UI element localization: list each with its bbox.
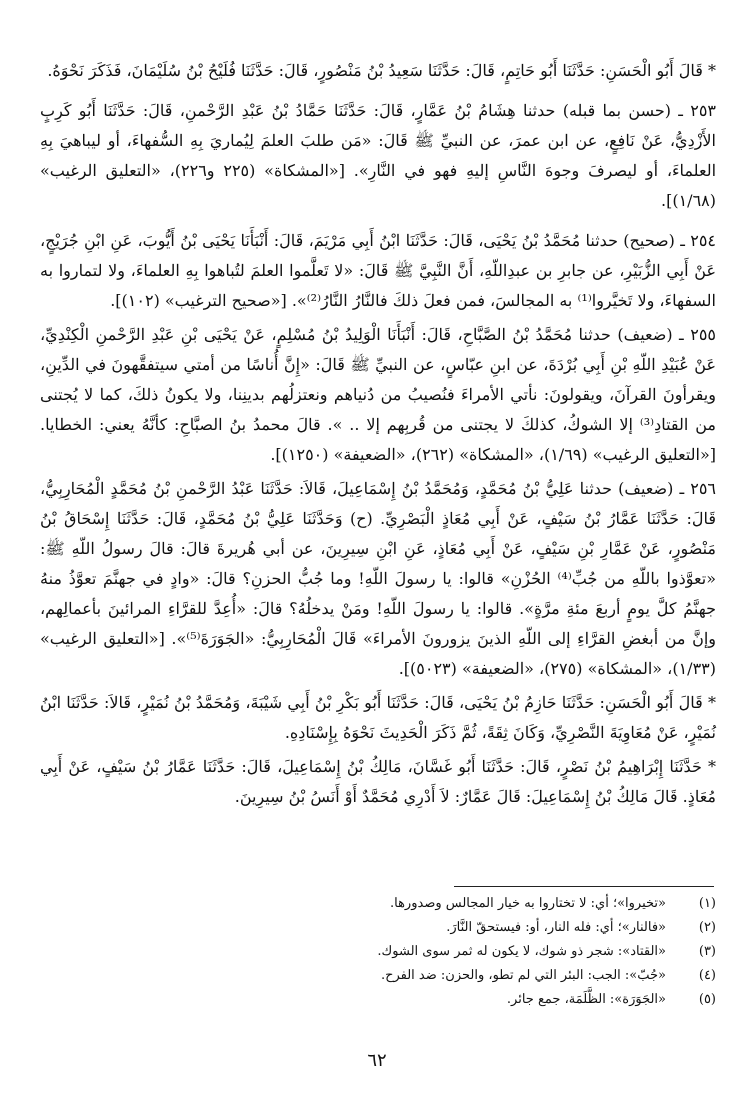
- page-number: ٦٢: [367, 1050, 387, 1071]
- footnote-number: (٣): [698, 944, 716, 959]
- hadith-253: ٢٥٣ ـ (حسن بما قبله) حدثنا هِشَامُ بْنُ عَمَّارٍ، قَالَ: حَدَّثَنَا حَمَّادُ بْنُ عَبْدِ الرَّحْمنِ، قَالَ: حَدَّثَنَا أَبُو كَرِبٍ الأَزْدِيُّ، عَنْ نَافِعٍ، عن ابن عمرَ، عن النبيِّ ﷺ قَالَ: «مَن طلبَ العلمَ لِيُماريَ بِهِ السُّفهاءَ، أو ليباهيَ بِهِ العلماءَ، أو ليصرفَ وجوهَ النَّاسِ إليهِ فهو في النَّارِ». [«المشكاة» (٢٢٥ و٢٢٦)، «التعليق الرغيب» (١/٦٨)].: [40, 101, 717, 210]
- footnote-text: «تخيروا»؛ أي: لا تختاروا به خيار المجالس وصدورها.: [389, 896, 666, 911]
- footnote-5: [40, 988, 716, 1012]
- footnote-text: «القتاد»: شجر ذو شوك، لا يكون له ثمر سوى الشوك.: [377, 944, 666, 959]
- footnote-2: [40, 916, 716, 940]
- footnote-1: [40, 892, 716, 916]
- footnote-divider: [454, 886, 714, 887]
- footnotes: [40, 892, 716, 1012]
- footnote-text: «جُبّ»: الجب: البئر التي لم تطو، والحزن: ضد الفرح.: [380, 968, 666, 983]
- paragraph-intro-abulhasan: * قَالَ أَبُو الْحَسَنِ: حَدَّثَنَا أَبُو حَاتِمٍ، قَالَ: حَدَّثَنَا سَعِيدُ بْنُ مَنْصُورٍ، قَالَ: حَدَّثَنَا فُلَيْحُ بْنُ سُلَيْمَانَ، فَذَكَرَ نَحْوَهُ.: [47, 61, 716, 80]
- footnote-number: (٥): [698, 992, 716, 1007]
- footnote-number: (١): [698, 896, 716, 911]
- hadith-254: ٢٥٤ ـ (صحيح) حدثنا مُحَمَّدُ بْنُ يَحْيَى، قَالَ: حَدَّثَنَا ابْنُ أَبِي مَرْيَمَ، قَالَ: أَنْبَأَنَا يَحْيَى بْنُ أَيُّوبَ، عَنِ ابْنِ جُرَيْجٍ، عَنْ أَبِي الزُّبَيْرِ، عن جابرِ بن عبدِاللّهِ، أَنَّ النَّبِيَّ ﷺ قَالَ: «لا تَعلَّموا العلمَ لتُباهوا بِهِ العلماءَ، ولا لتماروا به السفهاءَ، ولا تَخيَّروا⁽¹⁾ به المجالسَ، فمن فعلَ ذلكَ فالنَّارُ النَّارُ⁽²⁾». [«صحيح الترغيب» (١٠٢)].: [40, 231, 716, 310]
- footnote-3: [40, 940, 716, 964]
- hadith-256: ٢٥٦ ـ (ضعيف) حدثنا عَلِيُّ بْنُ مُحَمَّدٍ، وَمُحَمَّدُ بْنُ إِسْمَاعِيلَ، قَالاَ: حَدَّثَنَا عَبْدُ الرَّحْمنِ بْنُ مُحَمَّدٍ الْمُحَارِبِيُّ، قَالَ: حَدَّثَنَا عَمَّارُ بْنُ سَيْفٍ، عَنْ أَبِي مُعَاذٍ الْبَصْرِيِّ. (ح) وَحَدَّثَنَا عَلِيُّ بْنُ مُحَمَّدٍ، قَالَ: حَدَّثَنَا إِسْحَاقُ بْنُ مَنْصُورٍ، عَنْ عَمَّارِ بْنِ سَيْفٍ، عَنْ أَبِي مُعَاذٍ، عَنِ ابْنِ سِيرِينَ، عن أبي هُريرةَ قالَ: قالَ رسولُ اللّهِ ﷺ: «تعوَّذوا باللّهِ من جُبِّ⁽⁴⁾ الحُزْنِ» قالوا: يا رسولَ اللّهِ! وما جُبُّ الحزنِ؟ قالَ: «وادٍ في جهنَّمَ تعوَّذُ منهُ جهنَّمُ كلَّ يومٍ أربعَ مئةِ مرَّةٍ». قالوا: يا رسولَ اللّهِ! ومَنْ يدخلُهُ؟ قالَ: «أُعِدَّ للقرَّاءِ المرائينَ بأعمالِهم، وإنَّ من أبغضِ القرَّاءِ إلى اللّهِ الذينَ يزورونَ الأمراءَ» قَالَ الْمُحَارِبِيُّ: «الجَوَرَةَ⁽⁵⁾». [«التعليق الرغيب» (١/٣٣)، «المشكاة» (٢٧٥)، «الضعيفة» (٥٠٢٣)].: [40, 479, 717, 678]
- footnote-4: [40, 964, 716, 988]
- hadith-255: ٢٥٥ ـ (ضعيف) حدثنا مُحَمَّدُ بْنُ الصَّبَّاحِ، قَالَ: أَنْبَأَنَا الْوَلِيدُ بْنُ مُسْلِمٍ، عَنْ يَحْيَى بْنِ عَبْدِ الرَّحْمنِ الْكِنْدِيِّ، عَنْ عُبَيْدِ اللّهِ بْنِ أَبِي بُرْدَةَ، عن ابنِ عبّاسٍ، عن النبيِّ ﷺ قَالَ: «إِنَّ أُناسًا من أمتي سيتفقَّهونَ في الدِّينِ، ويقرأونَ القرآنَ، ويقولونَ: نأتي الأمراءَ فنُصيبُ من دُنياهم ونعتزلُهم بدينِنا، ولا يكونُ ذلكَ، كما لا يُجتنى من القتادِ⁽³⁾ إلا الشوكُ، كذلكَ لا يجتنى من قُربِهم إلا .. ». قالَ محمدُ بنُ الصبَّاحِ: كأنَّهُ يعني: الخطايا. [«التعليق الرغيب» (١/٦٩)، «المشكاة» (٢٦٢)، «الضعيفة» (١٢٥٠)].: [40, 325, 717, 464]
- paragraph-abulhasan-chain: * قَالَ أَبُو الْحَسَنِ: حَدَّثَنَا حَازِمُ بْنُ يَحْيَى، قَالَ: حَدَّثَنَا أَبُو بَكْرِ بْنُ أَبِي شَيْبَةَ، وَمُحَمَّدُ بْنُ نُمَيْرٍ، قَالاَ: حَدَّثَنَا ابْنُ نُمَيْرٍ، عَنْ مُعَاوِيَةَ النَّصْرِيِّ، وَكَانَ ثِقَةً، ثُمَّ ذَكَرَ الْحَدِيثَ نَحْوَهُ بِإِسْنَادِهِ.: [40, 693, 716, 742]
- footnote-number: (٤): [698, 968, 716, 983]
- paragraph-ibrahim-chain: * حَدَّثَنَا إِبْرَاهِيمُ بْنُ نَصْرٍ، قَالَ: حَدَّثَنَا أَبُو غَسَّانَ، مَالِكُ بْنُ إِسْمَاعِيلَ، قَالَ: حَدَّثَنَا عَمَّارُ بْنُ سَيْفٍ، عَنْ أَبِي مُعَاذٍ. قَالَ مَالِكُ بْنُ إِسْمَاعِيلَ: قَالَ عَمَّارٌ: لاَ أَدْرِي مُحَمَّدٌ أَوْ أَنَسُ بْنُ سِيرِينَ.: [40, 757, 716, 806]
- footnote-text: «الجَوَرَة»: الظَّلَمَة، جمع جائر.: [506, 992, 666, 1007]
- footnote-number: (٢): [698, 920, 716, 935]
- footnote-text: «فالنار»؛ أي: فله النار، أو: فيستحقّ النَّارَ.: [446, 920, 666, 935]
